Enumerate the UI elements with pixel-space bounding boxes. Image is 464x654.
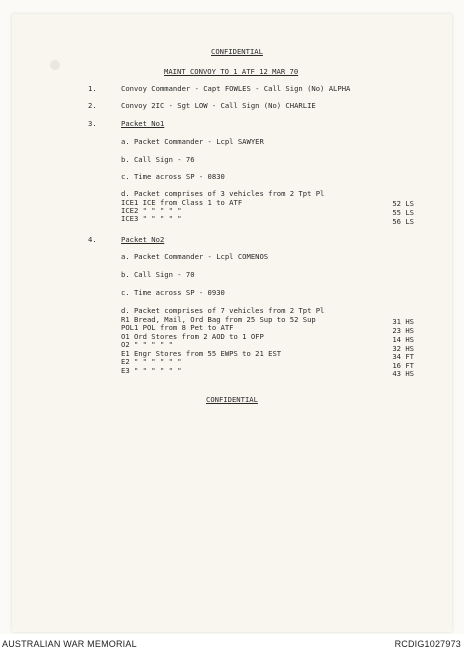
packet2-time: c. Time across SP - 0930 [121, 288, 225, 297]
packet2-row: E2 " " " " " " [121, 357, 182, 366]
packet2-row-code: 14 HS [392, 335, 414, 344]
packet2-title: Packet No2 [121, 235, 165, 244]
item-2-number: 2. [88, 101, 97, 110]
item-3-number: 3. [88, 119, 97, 128]
item-4-number: 4. [88, 235, 97, 244]
packet2-row: R1 Bread, Mail, Ord Bag from 25 Sup to 52 Sup [121, 315, 316, 324]
punch-hole [50, 60, 60, 70]
item-1-number: 1. [88, 84, 97, 93]
packet2-commander: a. Packet Commander - Lcpl COMENOS [121, 252, 269, 261]
packet2-row: POL1 POL from 8 Pet to ATF [121, 323, 234, 332]
footer-confidential: CONFIDENTIAL [206, 395, 258, 404]
packet2-row-code: 23 HS [392, 326, 414, 335]
packet1-row: ICE3 " " " " " [121, 214, 182, 223]
packet2-row-code: 32 HS [392, 344, 414, 353]
packet2-row: O1 Ord Stores from 2 AOD to 1 OFP [121, 332, 264, 341]
packet1-composition: d. Packet comprises of 3 vehicles from 2 Tpt Pl [121, 189, 325, 198]
packet2-row-code: 34 FT [392, 352, 414, 361]
packet1-row-code: 56 LS [392, 217, 414, 226]
packet2-composition: d. Packet comprises of 7 vehicles from 2 Tpt Pl [121, 306, 325, 315]
packet2-row-code: 16 FT [392, 361, 414, 370]
item-2-text: Convoy 2IC - Sgt LOW - Call Sign (No) CHARLIE [121, 101, 316, 110]
header-confidential: CONFIDENTIAL [211, 47, 263, 56]
packet1-row: ICE2 " " " " " [121, 206, 182, 215]
packet2-row-code: 43 HS [392, 369, 414, 378]
packet1-row: ICE1 ICE from Class 1 to ATF [121, 198, 243, 207]
packet1-title: Packet No1 [121, 119, 165, 128]
packet2-row-code: 31 HS [392, 317, 414, 326]
archive-credit: AUSTRALIAN WAR MEMORIAL [2, 639, 137, 649]
packet1-commander: a. Packet Commander - Lcpl SAWYER [121, 137, 264, 146]
packet2-row: E3 " " " " " " [121, 366, 182, 375]
archive-record-id: RCDIG1027973 [394, 639, 461, 649]
packet2-row: O2 " " " " " [121, 340, 173, 349]
packet2-call-sign: b. Call Sign - 70 [121, 270, 195, 279]
packet1-time: c. Time across SP - 0830 [121, 172, 225, 181]
packet1-row-code: 52 LS [392, 199, 414, 208]
document-title: MAINT CONVOY TO 1 ATF 12 MAR 70 [164, 67, 299, 76]
packet1-call-sign: b. Call Sign - 76 [121, 155, 195, 164]
packet1-row-code: 55 LS [392, 208, 414, 217]
packet2-row: E1 Engr Stores from 55 EWPS to 21 EST [121, 349, 282, 358]
item-1-text: Convoy Commander - Capt FOWLES - Call Sign (No) ALPHA [121, 84, 351, 93]
